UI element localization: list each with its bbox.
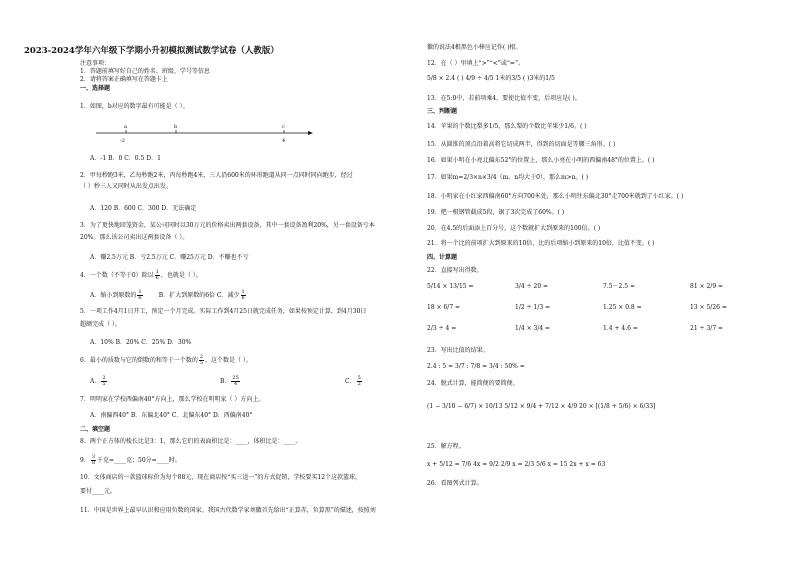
question-17: 17．如果m=2/3×n×3/4（m、n均大于0），那么m>n。( ) xyxy=(427,174,589,181)
notice-head: 注意事项： xyxy=(80,60,111,67)
question-1: 1．如图，b对应的数字最有可能是（ ）。 xyxy=(80,103,189,110)
numline-label: c xyxy=(282,124,285,130)
question-16: 16．如果小明在小亮北偏东52°的位置上，那么小亮在小明的西偏南48°的位置上。( ) xyxy=(427,157,655,164)
question-26: 26．看图列式计算。 xyxy=(427,480,483,487)
section-heading: 三、判断题 xyxy=(427,108,458,115)
question-10: 10．文体商店的一款篮球标价为每个88元，现在商店按“买三送一”的方式促销，学校要买12个这款篮球， xyxy=(80,474,362,481)
question-18: 18．小明家在小红家西偏南60°方向700米处，那么小明往东偏北30°走700米就到了小红家。( ) xyxy=(427,193,684,200)
options: A．10% B．20% C．25% D．30% xyxy=(90,339,192,346)
question-10-cont: 要付____元。 xyxy=(80,488,117,495)
calc-item: 1.25 × 0.8 = xyxy=(603,304,642,311)
question-3-cont: 20%。那么该公司卖出这两套设备（ ）。 xyxy=(80,234,189,241)
section-heading: 二、填空题 xyxy=(80,426,111,433)
option-c: C． $\frac{5}{2}$ xyxy=(345,375,361,387)
numline-tick: -2 xyxy=(120,138,125,144)
question-4: 4．一个数（不等于0）除以 $\frac{1}{6}$ ，也就是（ ）。 xyxy=(80,269,202,281)
question-20: 20．在4.5的后面添上百分号，这个数就扩大到原来的100倍。( ) xyxy=(427,225,601,232)
options: A．缩小到原数的 $\frac{1}{6}$ B．扩大到原数的6倍 C．减少 $\frac{1}{6}$ xyxy=(90,289,245,301)
question-8: 8．两个正方体的棱长比是3：1，那么它们的表面积比是：____，体积比是：____。 xyxy=(80,438,302,445)
question-11: 11．中国是世界上最早认识和应用负数的国家。我国古代数学家刘徽首先给出“正算赤，负算黑”的描述，按照刘 xyxy=(80,507,376,514)
calc-item: 18 × 6/7 = xyxy=(427,304,461,311)
calc-item: 1/2 ÷ 1/3 = xyxy=(515,304,551,311)
question-13: 13．在5:0中，若前项乘4，要使比值不变，后项应是( )。 xyxy=(427,95,581,102)
calc-item: 1.4 + 4.6 = xyxy=(603,325,638,332)
calc-item: 7.5－2.5 = xyxy=(603,283,636,290)
question-12-items: 5/8 × 2.4 ( ) 4/9 ÷ 4/5 1米的3/5 ( )3米的1/5 xyxy=(427,75,555,82)
question-5: 5．一项工作4月1日开工，预定一个月完成。实际工作到4月25日就完成任务，如果按预定计算，到4月30日 xyxy=(80,308,367,315)
question-19: 19．把一根钢管截成5段，锯了3次完成了60%。( ) xyxy=(427,209,565,216)
question-11-cont: 徽的说法4根黑色小棒应记作( )根。 xyxy=(427,44,522,51)
calc-item: 13 × 5/26 = xyxy=(690,304,727,311)
calc-item: 5/14 × 13/15 = xyxy=(427,283,474,290)
options: A．赚2.5万元 B．亏2.5万元 C．赚25万元 D．不赚也不亏 xyxy=(90,254,249,261)
notice-item: 2．请将答案正确填写在答题卡上 xyxy=(80,76,168,83)
notice-item: 1．答题前填写好自己的姓名、班级、学号等信息 xyxy=(80,68,210,75)
question-12: 12．在（ ）里填上“>”“<”或“=”。 xyxy=(427,60,525,67)
question-2: 2．甲每秒跑3米，乙每秒跑2米，丙每秒跑4米，三人沿600米的环形跑道从同一点同时同向跑步，经过 xyxy=(80,172,353,179)
numline-label: a xyxy=(124,124,127,130)
question-24: 24．脱式计算，能简便的要简便。 xyxy=(427,380,519,387)
calc-item: 21 ÷ 3/7 = xyxy=(690,325,724,332)
question-24-items: (1 − 3/10 − 6/7) × 10/13 5/12 × 9/4 + 7/12 × 4/9 20 × [(1/8 + 5/6) × 6/33] xyxy=(427,403,656,410)
question-5-cont: 超额完成（ ）。 xyxy=(80,321,121,328)
calc-item: 2/3 ÷ 4 = xyxy=(427,325,457,332)
question-2-cont: （ ）秒三人又同时从出发点出发。 xyxy=(80,183,172,190)
options: A．120 B．600 C．300 D．无法确定 xyxy=(90,205,197,212)
question-3: 3．为了更快地回笼资金，某公司同时以30万元的价格卖出两套设备，其中一套设备盈利20%，另一套设备亏本 xyxy=(80,222,375,229)
fraction: $\frac{1}{6}$ xyxy=(155,269,159,281)
options: A． $\frac{2}{5}$ xyxy=(90,375,106,387)
question-25-items: x + 5/12 = 7/6 4x = 9/2 2/9 x = 2/3 5/6 x = 15 2x + x = 63 xyxy=(427,461,606,468)
question-21: 21．将一个比的前项扩大到原来的10倍，比的后项缩小到原来的10倍，比值不变。( ) xyxy=(427,240,655,247)
numline-tick: 4 xyxy=(282,138,286,144)
page-title: 2023-2024学年六年级下学期小升初模拟测试数学试卷（人教版） xyxy=(24,46,279,56)
question-22: 22．直接写出得数。 xyxy=(427,267,483,274)
question-25: 25．解方程。 xyxy=(427,443,465,450)
options: A．南偏西40° B．东偏北40° C．北偏东40° D．西偏南40° xyxy=(90,412,253,419)
calc-item: 3/4 ÷ 20 = xyxy=(515,283,549,290)
question-23: 23．写出比值的结果。 xyxy=(427,347,489,354)
number-line-figure xyxy=(86,123,316,147)
question-6: 6．最小的质数与它的倒数的和等于一个数的 $\frac{2}{5}$ ，这个数是（ ）。 xyxy=(80,354,252,366)
question-14: 14．苹果的个数比梨多1/5，那么梨的个数比苹果少1/6。( ) xyxy=(427,123,587,130)
section-heading: 四、计算题 xyxy=(427,254,458,261)
options: A．-1 B．0 C．0.5 D．1 xyxy=(90,155,161,162)
question-23-items: 2.4 : 5 = 3/7 : 7/8 = 3/4 : 50% = xyxy=(427,363,525,370)
numline-label: b xyxy=(174,124,178,130)
question-9: 9． $\frac{3}{8}$ 千克=____克；50分=____时。 xyxy=(80,454,181,466)
option-b: B． $\frac{25}{4}$ xyxy=(220,375,239,387)
calc-item: 81 × 2/9 = xyxy=(690,283,724,290)
question-7: 7．明明家在学校西偏南40°方向上，那么学校在明明家（ ）方向上。 xyxy=(80,396,265,403)
calc-item: 1/4 × 3/4 = xyxy=(515,325,551,332)
question-15: 15．从圆锥的顶点沿着高将它切成两半，得到的切面是等腰三角形。( ) xyxy=(427,141,616,148)
section-heading: 一、选择题 xyxy=(80,85,111,92)
